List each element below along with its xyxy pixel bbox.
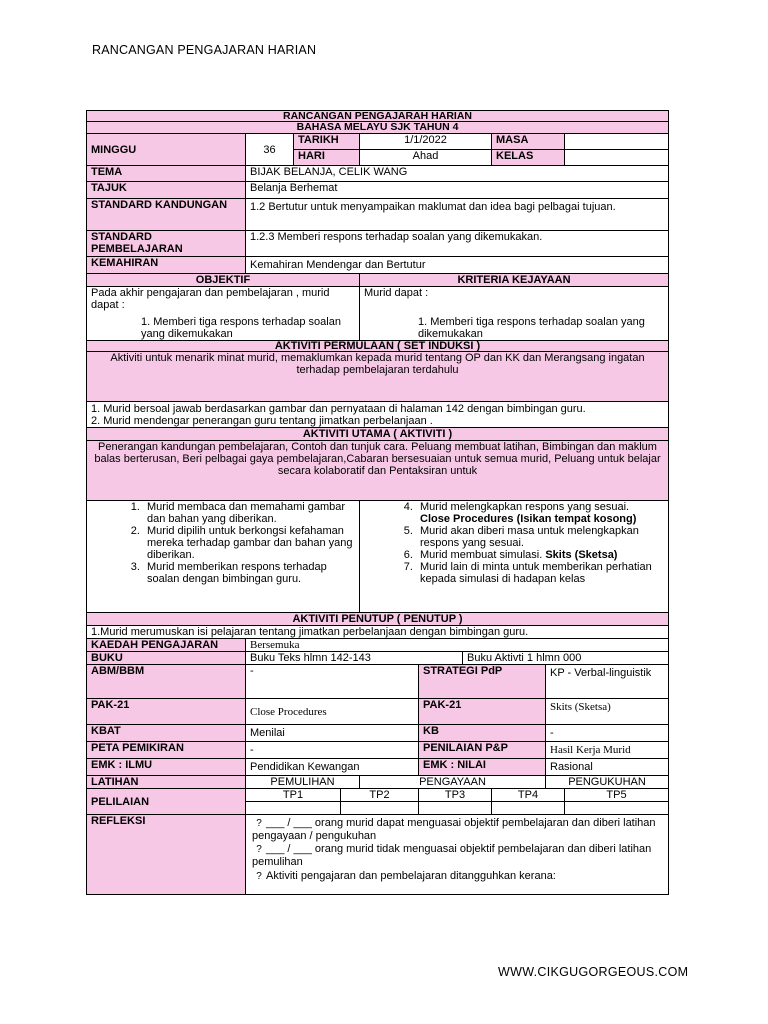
tp5-label: TP5 (565, 789, 669, 802)
kaedah-value: Bersemuka (246, 639, 669, 652)
strategi-label: STRATEGI PdP (419, 665, 546, 699)
minggu-value: 36 (246, 134, 294, 166)
pelilaian-label: PELILAIAN (87, 789, 246, 815)
standard-pembelajaran-label: STANDARD PEMBELAJARAN (87, 231, 246, 257)
tp3-label: TP3 (419, 789, 492, 802)
kemahiran-value: Kemahiran Mendengar dan Bertutur (246, 257, 669, 274)
utama-left-steps (87, 501, 360, 613)
buku-value-1: Buku Teks hlmn 142-143 (246, 652, 463, 665)
tarikh-value: 1/1/2022 (360, 134, 492, 150)
strategi-value: KP - Verbal-linguistik (546, 665, 669, 699)
kb-value: - (546, 725, 669, 742)
page-header: RANCANGAN PENGAJARAN HARIAN (92, 43, 317, 57)
tp1-cell (246, 802, 341, 815)
latihan-pemulihan: PEMULIHAN (246, 776, 360, 789)
utama-description: Penerangan kandungan pembelajaran, Contoh dan tunjuk cara. Peluang membuat latihan, Bimbingan dan maklum balas berterusan, Beri pelbagai gaya pembelajaran,Cabaran bersesuaian untuk semua murid, Peluang untuk belajar secara kolaboratif dan Pentaksiran untuk (87, 441, 669, 501)
tp5-cell (565, 802, 669, 815)
tema-label: TEMA (87, 166, 246, 182)
footer-url: WWW.CIKGUGORGEOUS.COM (498, 965, 689, 979)
kbat-value: Menilai (246, 725, 419, 742)
list-item: 2. Murid dipilih untuk berkongsi kefahaman mereka terhadap gambar dan bahan yang diberikan. (143, 525, 355, 561)
objektif-content (87, 287, 360, 341)
utama-heading: AKTIVITI UTAMA ( AKTIVITI ) (87, 428, 669, 441)
peta-pemikiran-value: - (246, 742, 419, 759)
pak21-label-2: PAK-21 (419, 699, 546, 725)
peta-pemikiran-label: PETA PEMIKIRAN (87, 742, 246, 759)
tema-value: BIJAK BELANJA, CELIK WANG (246, 166, 669, 182)
kriteria-intro: Murid dapat : (364, 287, 429, 299)
tp2-cell (341, 802, 419, 815)
refleksi-label: REFLEKSI (87, 815, 246, 895)
hari-value: Ahad (360, 150, 492, 166)
tp3-cell (419, 802, 492, 815)
standard-pembelajaran-value: 1.2.3 Memberi respons terhadap soalan yang dikemukakan. (246, 231, 669, 257)
lesson-plan-table (86, 110, 669, 895)
buku-value-2: Buku Aktivti 1 hlmn 000 (463, 652, 669, 665)
tarikh-label: TARIKH (294, 134, 360, 150)
permulaan-steps (87, 402, 669, 428)
tajuk-value: Belanja Berhemat (246, 182, 669, 199)
tp4-cell (492, 802, 565, 815)
pak21-label-1: PAK-21 (87, 699, 246, 725)
list-item: 4. Murid melengkapkan respons yang sesuai. Close Procedures (Isikan tempat kosong) (416, 501, 664, 525)
emk-ilmu-label: EMK : ILMU (87, 759, 246, 776)
skits-label: Skits (Sketsa) (545, 549, 618, 561)
question-mark-icon: ? (256, 844, 262, 855)
standard-kandungan-label: STANDARD KANDUNGAN (87, 199, 246, 231)
utama-right-steps (360, 501, 669, 613)
permulaan-step: 1. Murid bersoal jawab berdasarkan gambar dan pernyataan di halaman 142 dengan bimbingan guru. (91, 403, 586, 415)
latihan-label: LATIHAN (87, 776, 246, 789)
penilaian-value: Hasil Kerja Murid (546, 742, 669, 759)
tp1-label: TP1 (246, 789, 341, 802)
abm-value: - (246, 665, 419, 699)
kriteria-heading: KRITERIA KEJAYAAN (360, 274, 669, 287)
kriteria-item: 1. Memberi tiga respons terhadap soalan yang dikemukakan (418, 316, 645, 340)
list-item: 5. Murid akan diberi masa untuk melengkapkan respons yang sesuai. (416, 525, 664, 549)
tp2-label: TP2 (341, 789, 419, 802)
kaedah-label: KAEDAH PENGAJARAN (87, 639, 246, 652)
hari-label: HARI (294, 150, 360, 166)
pak21-value-1: Close Procedures (246, 699, 419, 725)
refleksi-content (246, 815, 669, 895)
permulaan-step: 2. Murid mendengar penerangan guru tentang jimatkan perbelanjaan . (91, 415, 433, 427)
kriteria-content (360, 287, 669, 341)
kelas-value (565, 150, 669, 166)
kelas-label: KELAS (492, 150, 565, 166)
kbat-label: KBAT (87, 725, 246, 742)
question-mark-icon: ? (256, 818, 262, 829)
pak21-value-2: Skits (Sketsa) (546, 699, 669, 725)
latihan-pengayaan: PENGAYAAN (360, 776, 546, 789)
penilaian-label: PENILAIAN P&P (419, 742, 546, 759)
masa-value (565, 134, 669, 150)
list-item: 7. Murid lain di minta untuk memberikan perhatian kepada simulasi di hadapan kelas (416, 561, 664, 585)
objektif-item: 1. Memberi tiga respons terhadap soalan yang dikemukakan (141, 316, 341, 340)
penutup-heading: AKTIVITI PENUTUP ( PENUTUP ) (87, 613, 669, 626)
tp4-label: TP4 (492, 789, 565, 802)
list-item: 6. Murid membuat simulasi. Skits (Sketsa) (416, 549, 664, 561)
tajuk-label: TAJUK (87, 182, 246, 199)
emk-nilai-label: EMK : NILAI (419, 759, 546, 776)
lesson-plan-sheet (86, 110, 668, 895)
latihan-pengukuhan: PENGUKUHAN (546, 776, 669, 789)
emk-nilai-value: Rasional (546, 759, 669, 776)
kb-label: KB (419, 725, 546, 742)
close-procedures-label: Close Procedures (Isikan tempat kosong) (420, 513, 637, 525)
refleksi-line: ? Aktiviti pengajaran dan pembelajaran ditangguhkan kerana: (252, 870, 662, 883)
plan-title: RANCANGAN PENGAJARAH HARIAN (87, 111, 669, 122)
list-item: 3. Murid memberikan respons terhadap soalan dengan bimbingan guru. (143, 561, 355, 585)
abm-label: ABM/BBM (87, 665, 246, 699)
permulaan-description: Aktiviti untuk menarik minat murid, memaklumkan kepada murid tentang OP dan KK dan Merangsang ingatan terhadap pembelajaran terdahulu (87, 352, 669, 402)
refleksi-line: ? ___ / ___ orang murid tidak menguasai objektif pembelajaran dan diberi latihan pemulihan (252, 843, 652, 868)
objektif-heading: OBJEKTIF (87, 274, 360, 287)
penutup-text: 1.Murid merumuskan isi pelajaran tentang jimatkan perbelanjaan dengan bimbingan guru. (87, 626, 669, 639)
plan-subtitle: BAHASA MELAYU SJK TAHUN 4 (87, 122, 669, 134)
buku-label: BUKU (87, 652, 246, 665)
permulaan-heading: AKTIVITI PERMULAAN ( SET INDUKSI ) (87, 341, 669, 352)
standard-kandungan-value: 1.2 Bertutur untuk menyampaikan maklumat dan idea bagi pelbagai tujuan. (246, 199, 669, 231)
emk-ilmu-value: Pendidikan Kewangan (246, 759, 419, 776)
masa-label: MASA (492, 134, 565, 150)
question-mark-icon: ? (256, 871, 262, 882)
kemahiran-label: KEMAHIRAN (87, 257, 246, 274)
objektif-intro: Pada akhir pengajaran dan pembelajaran , murid dapat : (91, 287, 330, 311)
list-item: 1. Murid membaca dan memahami gambar dan bahan yang diberikan. (143, 501, 355, 525)
minggu-label: MINGGU (87, 134, 246, 166)
refleksi-line: ? ___ / ___ orang murid dapat menguasai objektif pembelajaran dan diberi latihan pengayaan / pengukuhan (252, 817, 656, 842)
